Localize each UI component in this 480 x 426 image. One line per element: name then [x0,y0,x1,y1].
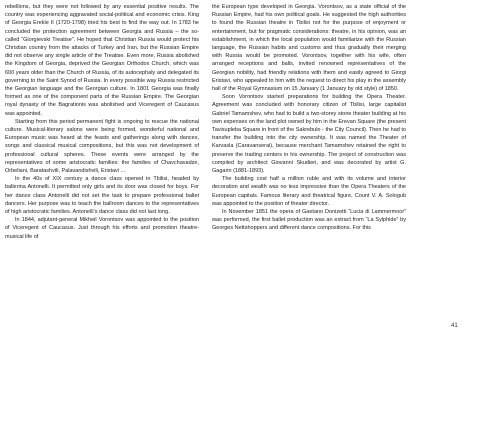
left-text-column [5,3,199,241]
right-text-column [212,3,406,233]
paragraph: Soon Vorontsov started preparations for building the Opera Theater. Agreement was concluded with honorary citizen of Tbilisi, large capitalist Gabriel Tamamshev, who had to build a two-storey stone theater building at his own expenses on the land plot owned by him in the Erevan Square (the present Tavisupleba Square in front of the Sakrebulo - the City Council). Then he had to transfer the building into the city ownership. It was named the Theater of Karvasla (Caravanserai), because merchant Tamamshev retained the right to preserve the trading centers in his ownership. The project of construction was compiled by architect Giovanni Skudieri, and was decorated by artist G. Gagarin (1881-1893). [212,94,406,175]
paragraph: The building cost half a million ruble and with its volume and interior decoration and wealth was no less impressive than the Opera Theaters of the European capitals. Famous literary and theatrical figure, Count V. A. Sologub was appointed to the position of theater director. [212,176,406,207]
paragraph: the European type developed in Georgia. Vorontsov, as a state official of the Russian Empire, had his own political goals. He suggested the high authorities to found the Russian theatre in Tbilisi not for the purpose of enjoyment or entertainment, but for pragmatic considerations: theatre, in his opinion, was an establishment, in which the local population would familiarize with the Russian language, the Russian habits and customs and thus gradually their merging with Russia would be promoted. Vorontsov, together with his wife, often arranged receptions and balls, invited renowned representatives of the Georgian nobility, had friendly relations with them and easily agreed to Giorgi Eristavi, who appealed to him with the request to direct his play in the assembly hall of the Royal Gymnasium on 15 January (1 January by old style) of 1850. [212,4,406,93]
paragraph: In November 1851 the opera of Gaetano Donizetti “Lucia di Lammermoor” was performed, the first ballet production was an extract from “La Sylphide” by Georges Nettshoppers and different dance compositions. For this [212,209,406,232]
paragraph: Starting from this period permanent fight is ongoing to rescue the national culture. Musical-literary salons were being formed, wonderful national and European music was heard at the feasts and gatherings along with dances, songs and classical musical compositions, but this was not development of professional cultural spheres. These events were arranged by the representatives of some aristocratic families: the families of Chavchavadze, Orbeliani, Baratashvili, Palavandishvili, Eristavi ... [5,118,199,175]
paragraph: In the 40s of XIX century a dance class opened in Tbilisi, headed by ballerina Antonelli. It permitted only girls and its door was closed for boys. For her dance class Antonelli did not set the task to prepare professional ballet dancers. Her purpose was to teach the ballroom dances to the representatives of high aristocratic families. Antonelli’s dance class did not last long. [5,176,199,216]
paragraph: rebellions, but they were not followed by any essential positive results. The country was experiencing aggravated social-political and economic crisis. King of Georgia Erekle II (1720-1798) tried his best to find the way out. In 1783 he concluded the protection agreement between Georgia and Russia – the so-called “Giorgievski Treatise”. He hoped that Christian Russia would protect his Christian country from the attacks of Turkey and Iran, but the Russian Empire did not observe any single article of the Treatise. Even more, Russia abolished the Kingdom of Georgia, deprived the Georgian Orthodox Church, which was 600 years older than the Church of Russia, of its autocephaly and delegated its governing to the Saint Synod of Russia. In every possible way Russia restricted the Georgian language and the Georgian culture. In 1801 Georgia was finally formed as one of the component parts of the Russian Empire. The Georgian royal dynasty of the Bagrationis was abolished and Viceregent of Caucasus was appointed. [5,4,199,117]
paragraph: In 1844, adjutant-general Mikheil Vorontsov was appointed to the position of Viceregent of Caucasus. Just through his efforts and promotion theatre-musical life of [5,217,199,240]
page-number: 41 [451,323,458,329]
